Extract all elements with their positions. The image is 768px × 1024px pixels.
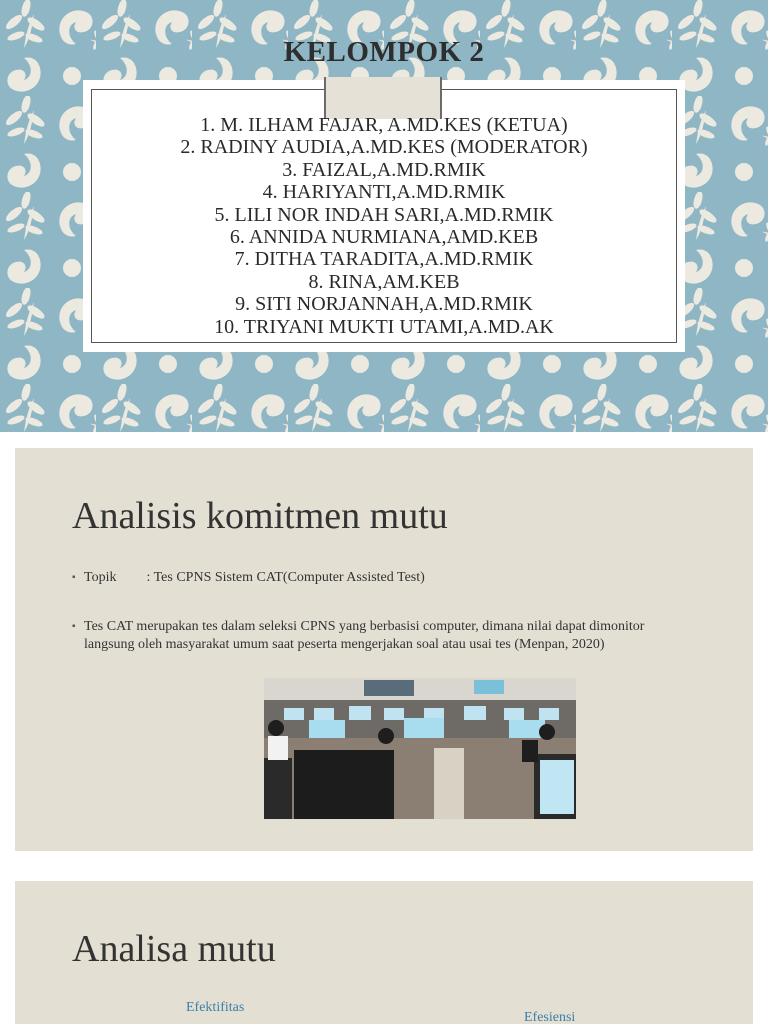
member-item: 3. FAIZAL,A.MD.RMIK xyxy=(282,158,486,181)
topic-bullet xyxy=(72,569,692,587)
card-tab-decoration xyxy=(324,77,442,119)
exam-room-photo xyxy=(264,678,576,819)
member-item: 2. RADINY AUDIA,A.MD.KES (MODERATOR) xyxy=(180,136,588,159)
members-card xyxy=(83,80,685,352)
topic-label: Topik xyxy=(84,570,117,585)
description-bullet xyxy=(72,618,692,654)
title-slide xyxy=(0,0,768,432)
topic-value: : Tes CPNS Sistem CAT(Computer Assisted Test) xyxy=(146,570,425,585)
slide-heading: Analisis komitmen mutu xyxy=(72,495,448,537)
member-list xyxy=(83,114,685,338)
group-title: KELOMPOK 2 xyxy=(283,36,485,68)
quality-analysis-slide xyxy=(15,881,753,1024)
member-item: 4. HARIYANTI,A.MD.RMIK xyxy=(262,181,506,204)
member-item: 5. LILI NOR INDAH SARI,A.MD.RMIK xyxy=(214,203,554,226)
member-item: 8. RINA,AM.KEB xyxy=(308,270,460,293)
bullet-dot-icon: ▪ xyxy=(72,572,76,583)
member-item: 6. ANNIDA NURMIANA,AMD.KEB xyxy=(229,226,539,249)
member-item: 10. TRIYANI MUKTI UTAMI,A.MD.AK xyxy=(214,315,554,338)
effectiveness-label: Efektifitas xyxy=(186,1000,245,1015)
member-item: 1. M. ILHAM FAJAR, A.MD.KES (KETUA) xyxy=(200,114,568,136)
analysis-slide xyxy=(15,448,753,851)
slide-heading: Analisa mutu xyxy=(72,928,276,970)
member-item: 7. DITHA TARADITA,A.MD.RMIK xyxy=(234,248,534,271)
bullet-dot-icon: ▪ xyxy=(72,621,76,632)
efficiency-label: Efesiensi xyxy=(524,1010,576,1024)
member-item: 9. SITI NORJANNAH,A.MD.RMIK xyxy=(235,293,533,316)
description-text: Tes CAT merupakan tes dalam seleksi CPNS yang berbasisi computer, dimana nilai dapat dimonitor langsung oleh masyarakat umum saat peserta mengerjakan soal atau usai tes (Menpan, 2020) xyxy=(84,619,645,652)
